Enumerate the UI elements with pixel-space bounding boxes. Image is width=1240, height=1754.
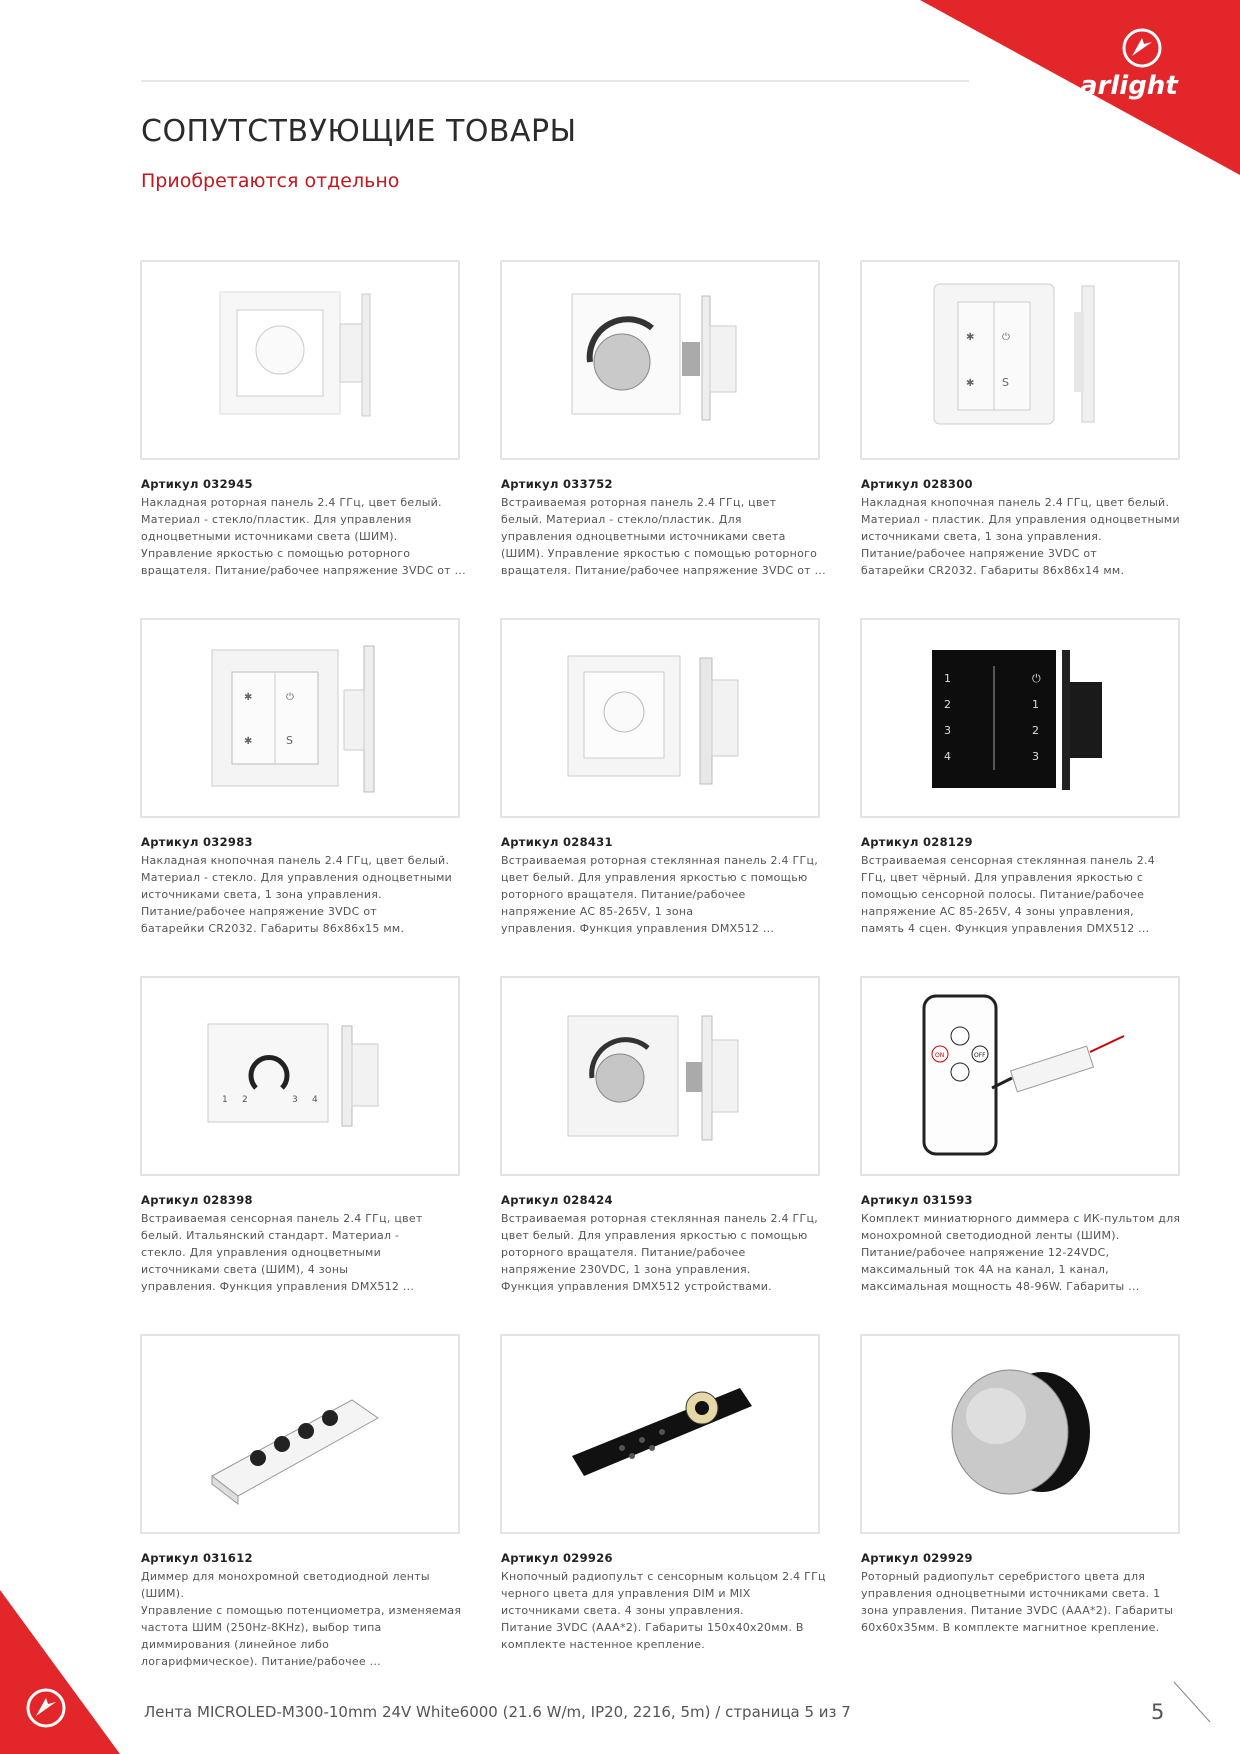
description-line: Встраиваемая роторная панель 2.4 ГГц, цвет (501, 496, 777, 509)
description-line: Материал - стекло. Для управления одноцветными (141, 871, 453, 884)
svg-text:✱: ✱ (244, 736, 253, 747)
article-031593: Артикул 031593 (861, 1193, 973, 1207)
description-line: источниками света, 1 зона управления. (861, 530, 1102, 543)
description-line: управления. Функция управления DMX512 ... (141, 1280, 415, 1293)
description-line: напряжение AC 85-265V, 1 зона (501, 905, 694, 918)
chrome-knob-glass-panel-image (502, 978, 818, 1174)
svg-text:3: 3 (944, 724, 951, 737)
brand-name: arlight (1080, 71, 1178, 101)
product-image-032983 (140, 618, 460, 818)
description-line: максимальный ток 4А на канал, 1 канал, (861, 1263, 1109, 1276)
description-line: Диммер для монохромной светодиодной ленты (ШИМ). (141, 1570, 430, 1600)
svg-text:2: 2 (944, 698, 951, 711)
svg-text:✱: ✱ (966, 332, 975, 343)
glass-button-panel-image (142, 620, 458, 816)
article-032983: Артикул 032983 (141, 835, 253, 849)
description-line: источниками света. 4 зоны управления. (501, 1604, 744, 1617)
product-image-031593 (860, 976, 1180, 1176)
description-line: Функция управления DMX512 устройствами. (501, 1280, 772, 1293)
description-033752 (501, 494, 826, 579)
description-line: память 4 сцен. Функция управления DMX512 ... (861, 922, 1150, 935)
description-line: черного цвета для управления DIM и MIX (501, 1587, 751, 1600)
description-line: Питание 3VDC (AAA*2). Габариты 150x40x20мм. В (501, 1621, 804, 1634)
chrome-knob-panel-image (502, 262, 818, 458)
description-line: Питание/рабочее напряжение 3VDC от (141, 905, 377, 918)
article-028129: Артикул 028129 (861, 835, 973, 849)
description-028424 (501, 1210, 826, 1295)
description-032983 (141, 852, 466, 937)
svg-text:3: 3 (292, 1095, 298, 1105)
product-image-028300 (860, 260, 1180, 460)
product-image-028424 (500, 976, 820, 1176)
article-032945: Артикул 032945 (141, 477, 253, 491)
black-remote-image (502, 1336, 818, 1532)
description-line: монохромной светодиодной ленты (ШИМ). (861, 1229, 1120, 1242)
svg-text:1: 1 (1032, 698, 1039, 711)
svg-text:3: 3 (1032, 750, 1039, 763)
brand-corner-triangle (920, 0, 1240, 175)
description-line: диммирования (линейное либо (141, 1638, 330, 1651)
description-line: Встраиваемая роторная стеклянная панель 2.4 ГГц, (501, 854, 818, 867)
page-divider-line (1172, 1680, 1212, 1724)
description-line: напряжение 230VDC, 1 зона управления. (501, 1263, 751, 1276)
description-031593 (861, 1210, 1186, 1295)
description-line: цвет белый. Для управления яркостью с помощью (501, 871, 808, 884)
ir-remote-dimmer-image (862, 978, 1178, 1174)
svg-text:OFF: OFF (974, 1052, 986, 1059)
svg-text:1: 1 (944, 672, 951, 685)
description-028300 (861, 494, 1186, 579)
footer-text: Лента MICROLED-M300-10mm 24V White6000 (21.6 W/m, IP20, 2216, 5m) / страница 5 из 7 (144, 1703, 851, 1721)
description-line: Кнопочный радиопульт с сенсорным кольцом 2.4 ГГц (501, 1570, 826, 1583)
description-line: роторного вращателя. Питание/рабочее (501, 1246, 746, 1259)
description-line: батарейки CR2032. Габариты 86x86x14 мм. (861, 564, 1125, 577)
description-line: Встраиваемая роторная стеклянная панель 2.4 ГГц, (501, 1212, 818, 1225)
glass-rotary-panel-image (502, 620, 818, 816)
description-line: вращателя. Питание/рабочее напряжение 3VDC от ... (501, 564, 826, 577)
article-033752: Артикул 033752 (501, 477, 613, 491)
description-line: Накладная кнопочная панель 2.4 ГГц, цвет белый. (861, 496, 1170, 509)
product-image-028431 (500, 618, 820, 818)
brand-corner-bottom (0, 1590, 120, 1754)
svg-text:2: 2 (1032, 724, 1039, 737)
product-image-029929 (860, 1334, 1180, 1534)
description-line: Управление с помощью потенциометра, изменяемая (141, 1604, 462, 1617)
description-line: ГГц, цвет чёрный. Для управления яркостью с (861, 871, 1144, 884)
description-line: управления одноцветными источниками света. 1 (861, 1587, 1161, 1600)
description-line: управления. Функция управления DMX512 ... (501, 922, 775, 935)
description-line: Встраиваемая сенсорная панель 2.4 ГГц, цвет (141, 1212, 423, 1225)
svg-text:S: S (286, 734, 293, 747)
description-line: максимальная мощность 48-96W. Габариты ... (861, 1280, 1140, 1293)
article-029929: Артикул 029929 (861, 1551, 973, 1565)
description-line: источниками света, 1 зона управления. (141, 888, 382, 901)
description-line: Роторный радиопульт серебристого цвета для (861, 1570, 1146, 1583)
description-line: цвет белый. Для управления яркостью с помощью (501, 1229, 808, 1242)
svg-text:✱: ✱ (966, 378, 975, 389)
svg-text:4: 4 (312, 1095, 318, 1105)
svg-text:2: 2 (242, 1095, 248, 1105)
description-line: управления одноцветными источниками света (501, 530, 786, 543)
white-rotary-panel-image (142, 262, 458, 458)
description-line: Накладная кнопочная панель 2.4 ГГц, цвет белый. (141, 854, 450, 867)
page-number: 5 (1151, 1700, 1165, 1724)
black-touch-panel-image (862, 620, 1178, 816)
description-line: зона управления. Питание 3VDC (AAA*2). Габариты (861, 1604, 1174, 1617)
description-line: Материал - стекло/пластик. Для управления (141, 513, 412, 526)
description-028398 (141, 1210, 466, 1295)
button-panel-image (862, 262, 1178, 458)
silver-rotary-remote-image (862, 1336, 1178, 1532)
svg-text:⏻: ⏻ (1002, 332, 1010, 343)
description-028431 (501, 852, 826, 937)
description-line: напряжение AC 85-265V, 4 зоны управления, (861, 905, 1134, 918)
svg-text:⏻: ⏻ (1032, 672, 1041, 685)
svg-text:S: S (1002, 376, 1009, 389)
page-subtitle: Приобретаются отдельно (141, 170, 400, 192)
page-title: СОПУТСТВУЮЩИЕ ТОВАРЫ (141, 114, 577, 149)
description-line: помощью сенсорной полосы. Питание/рабочее (861, 888, 1145, 901)
article-028424: Артикул 028424 (501, 1193, 613, 1207)
product-image-033752 (500, 260, 820, 460)
article-028431: Артикул 028431 (501, 835, 613, 849)
description-line: Материал - пластик. Для управления одноцветными (861, 513, 1180, 526)
description-line: Управление яркостью с помощью роторного (141, 547, 411, 560)
svg-text:ON: ON (935, 1052, 945, 1059)
description-line: Питание/рабочее напряжение 3VDC от (861, 547, 1097, 560)
description-line: (ШИМ). Управление яркостью с помощью роторного (501, 547, 818, 560)
description-line: белый. Материал - стекло/пластик. Для (501, 513, 742, 526)
description-line: частота ШИМ (250Hz-8KHz), выбор типа (141, 1621, 382, 1634)
description-line: Накладная роторная панель 2.4 ГГц, цвет белый. (141, 496, 442, 509)
description-line: Питание/рабочее напряжение 12-24VDC, (861, 1246, 1110, 1259)
description-line: комплекте настенное крепление. (501, 1638, 706, 1651)
touch-ring-panel-image (142, 978, 458, 1174)
article-028398: Артикул 028398 (141, 1193, 253, 1207)
description-line: батарейки CR2032. Габариты 86x86x15 мм. (141, 922, 405, 935)
description-line: вращателя. Питание/рабочее напряжение 3VDC от ... (141, 564, 466, 577)
product-image-028398 (140, 976, 460, 1176)
description-028129 (861, 852, 1186, 937)
description-029929 (861, 1568, 1186, 1636)
description-032945 (141, 494, 466, 579)
article-031612: Артикул 031612 (141, 1551, 253, 1565)
description-line: логарифмическое). Питание/рабочее ... (141, 1655, 381, 1668)
description-line: источниками света (ШИМ), 4 зоны (141, 1263, 349, 1276)
article-029926: Артикул 029926 (501, 1551, 613, 1565)
description-line: 60x60x35мм. В комплекте магнитное крепление. (861, 1621, 1160, 1634)
description-line: роторного вращателя. Питание/рабочее (501, 888, 746, 901)
potentiometer-dimmer-image (142, 1336, 458, 1532)
product-image-031612 (140, 1334, 460, 1534)
product-image-029926 (500, 1334, 820, 1534)
description-line: стекло. Для управления одноцветными (141, 1246, 381, 1259)
description-029926 (501, 1568, 826, 1653)
description-line: Встраиваемая сенсорная стеклянная панель 2.4 (861, 854, 1155, 867)
svg-text:4: 4 (944, 750, 951, 763)
product-image-032945 (140, 260, 460, 460)
top-divider (141, 80, 969, 82)
description-line: Комплект миниатюрного диммера с ИК-пультом для (861, 1212, 1181, 1225)
description-line: одноцветными источниками света (ШИМ). (141, 530, 398, 543)
description-line: белый. Итальянский стандарт. Материал - (141, 1229, 400, 1242)
article-028300: Артикул 028300 (861, 477, 973, 491)
description-031612 (141, 1568, 466, 1670)
product-image-028129 (860, 618, 1180, 818)
svg-text:⏻: ⏻ (286, 692, 294, 703)
svg-text:1: 1 (222, 1095, 228, 1105)
svg-text:✱: ✱ (244, 692, 253, 703)
